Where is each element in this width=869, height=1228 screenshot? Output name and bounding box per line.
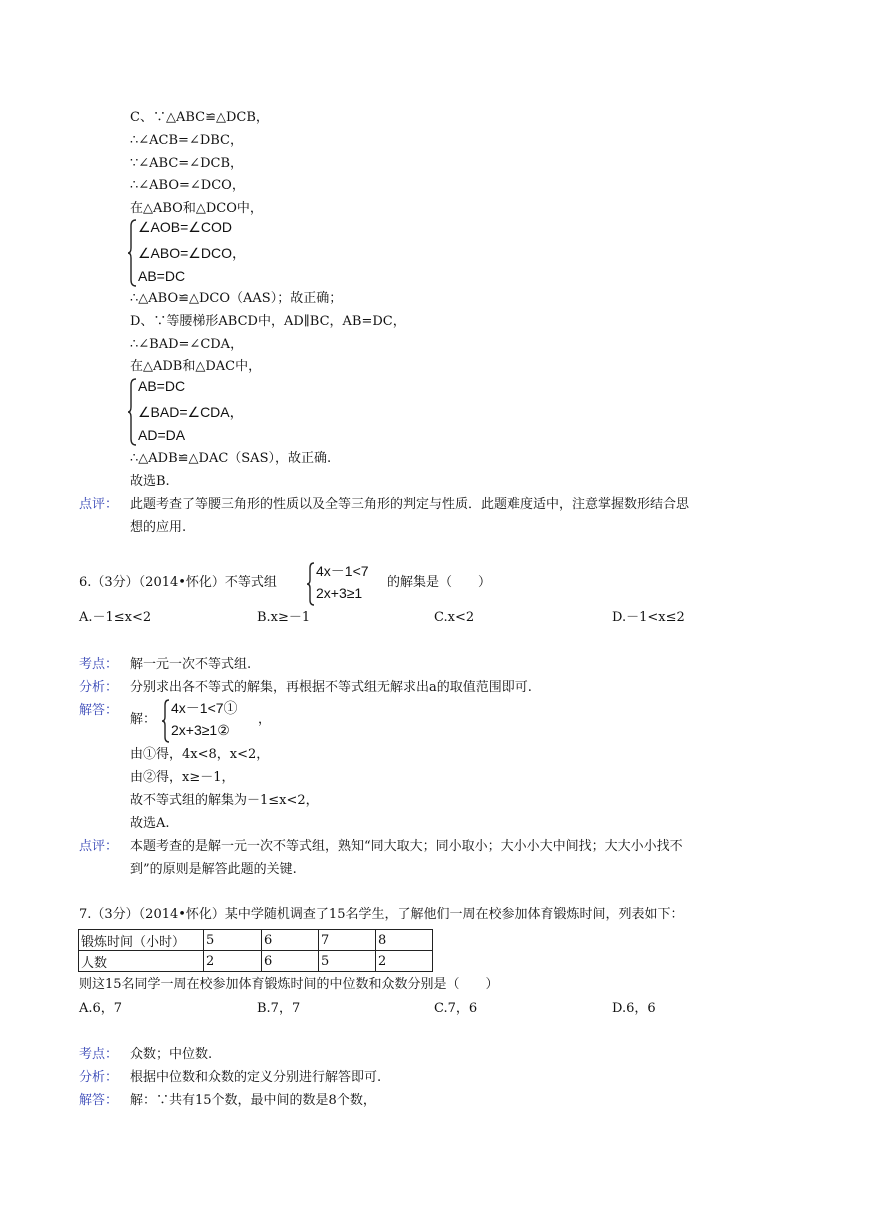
partD-line-4: ∴△ADB≌△DAC（SAS），故正确. [130, 451, 332, 466]
q7-option-d: D.6，6 [612, 1001, 656, 1016]
q7-question: 则这15名同学一周在校参加体育锻炼时间的中位数和众数分别是（ ） [79, 977, 499, 992]
q7-jieda: 解：∵共有15个数，最中间的数是8个数， [130, 1093, 376, 1108]
q6-solution-tail: ， [258, 712, 272, 727]
q6-jie: 解： [130, 712, 157, 727]
q7-fenxi-label: 分析： [79, 1070, 119, 1085]
q7-option-b: B.7，7 [257, 1001, 301, 1016]
partD-line-5: 故选B. [130, 474, 170, 489]
partD-system-row-2: ∠BAD=∠CDA， [138, 404, 244, 420]
q6-option-b: B.x≥－1 [257, 610, 311, 625]
q6-step-4: 故选A. [130, 816, 170, 831]
q6-system-row-2: 2x+3≥1 [316, 585, 363, 601]
partC-line-2: ∴∠ACB=∠DBC， [130, 133, 244, 148]
table-cell: 2 [204, 951, 262, 972]
left-brace-icon [128, 218, 138, 288]
q6-fenxi-label: 分析： [79, 680, 119, 695]
q6-fenxi: 分别求出各不等式的解集，再根据不等式组无解求出a的取值范围即可. [130, 680, 532, 695]
q6-stem-suffix: 的解集是（ ） [387, 575, 492, 590]
q6-solution-row-2: 2x+3≥1② [171, 722, 230, 738]
partC-line-5: 在△ABO和△DCO中， [130, 201, 263, 216]
partC-system-row-2: ∠ABO=∠DCO， [138, 245, 246, 261]
q6-option-a: A.－1≤x<2 [79, 610, 152, 625]
q7-fenxi: 根据中位数和众数的定义分别进行解答即可. [130, 1070, 382, 1085]
q6-jieda-label: 解答： [79, 703, 119, 718]
left-brace-icon [162, 698, 171, 744]
table-cell: 6 [262, 930, 319, 951]
q6-option-d: D.－1<x≤2 [612, 610, 685, 625]
q7-option-a: A.6，7 [79, 1001, 123, 1016]
partC-line-1: C、∵△ABC≌△DCB， [130, 110, 269, 125]
partC-line-3: ∵∠ABC=∠DCB， [130, 156, 244, 171]
partC-system-row-1: ∠AOB=∠COD [138, 219, 232, 235]
table-cell: 8 [376, 930, 433, 951]
q6-solution-row-1: 4x－1<7① [171, 700, 238, 716]
table-row [79, 930, 433, 951]
q5-comment-label: 点评： [79, 497, 119, 512]
q6-option-c: C.x<2 [434, 610, 475, 625]
q6-step-1: 由①得，4x<8，x<2， [130, 747, 270, 762]
table-cell: 7 [319, 930, 376, 951]
left-brace-icon [307, 561, 316, 607]
q6-step-2: 由②得，x≥－1， [130, 770, 235, 785]
q6-stem-prefix: 6.（3分）（2014•怀化）不等式组 [79, 575, 277, 590]
table-cell: 5 [204, 930, 262, 951]
partD-line-2: ∴∠BAD=∠CDA， [130, 337, 244, 352]
q7-stem: 7.（3分）（2014•怀化）某中学随机调查了15名学生，了解他们一周在校参加体育锻炼时间，列表如下： [79, 907, 684, 922]
q6-kaodian: 解一元一次不等式组. [130, 657, 252, 672]
q6-step-3: 故不等式组的解集为－1≤x<2， [130, 793, 319, 808]
q6-kaodian-label: 考点： [79, 657, 119, 672]
partD-equation-system [128, 377, 328, 447]
partD-line-1: D、∵等腰梯形ABCD中，AD∥BC，AB=DC， [130, 314, 406, 329]
q6-dianping-line-2: 到”的原则是解答此题的关键. [130, 862, 297, 877]
q7-option-c: C.7，6 [434, 1001, 478, 1016]
partD-line-3: 在△ADB和△DAC中， [130, 359, 262, 374]
table-cell: 人数 [79, 951, 204, 972]
left-brace-icon [128, 377, 138, 447]
q7-kaodian-label: 考点： [79, 1047, 119, 1062]
partD-system-row-3: AD=DA [138, 427, 186, 443]
q6-system-row-1: 4x－1<7 [316, 563, 369, 579]
q6-inequality-system [307, 561, 397, 607]
q7-data-table [78, 929, 433, 972]
table-cell: 6 [262, 951, 319, 972]
q5-comment-line-1: 此题考查了等腰三角形的性质以及全等三角形的判定与性质．此题难度适中，注意掌握数形结合思 [130, 497, 690, 512]
q6-dianping-line-1: 本题考查的是解一元一次不等式组，熟知“同大取大；同小取小；大小小大中间找；大大小小找不 [130, 839, 683, 854]
q7-kaodian: 众数；中位数. [130, 1047, 213, 1062]
partC-line-4: ∴∠ABO=∠DCO， [130, 178, 245, 193]
partC-line-6: ∴△ABO≌△DCO（AAS）；故正确； [130, 291, 343, 306]
table-cell: 5 [319, 951, 376, 972]
partC-system-row-3: AB=DC [138, 268, 186, 284]
table-cell: 2 [376, 951, 433, 972]
q5-comment-line-2: 想的应用. [130, 520, 187, 535]
q6-dianping-label: 点评： [79, 839, 119, 854]
partC-equation-system [128, 218, 328, 288]
table-cell: 锻炼时间（小时） [79, 930, 204, 951]
q7-jieda-label: 解答： [79, 1093, 119, 1108]
partD-system-row-1: AB=DC [138, 378, 186, 394]
table-row [79, 951, 433, 972]
